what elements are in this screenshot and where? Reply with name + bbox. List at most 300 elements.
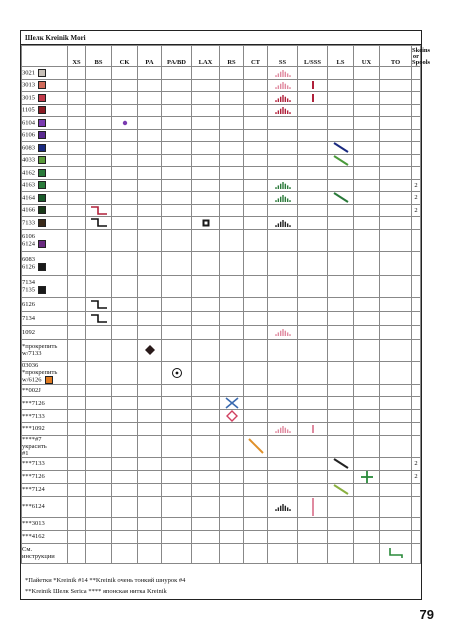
stitch-cell bbox=[220, 530, 244, 543]
stitch-cell bbox=[138, 192, 162, 205]
stitch-cell bbox=[112, 217, 138, 230]
stitch-cell bbox=[298, 384, 328, 397]
stitch-cell bbox=[192, 361, 220, 384]
stitch-cell bbox=[220, 410, 244, 423]
stitch-cell bbox=[380, 167, 412, 180]
stitch-cell bbox=[298, 435, 328, 457]
stitch-cell bbox=[328, 204, 354, 217]
stitch-cell bbox=[138, 457, 162, 470]
stitch-cell bbox=[192, 325, 220, 339]
stitch-cell bbox=[380, 530, 412, 543]
thread-row bbox=[22, 311, 421, 325]
stitch-cell bbox=[192, 92, 220, 105]
stitch-cell bbox=[354, 325, 380, 339]
thread-code-label: **002J bbox=[22, 386, 41, 394]
thread-code-label: ***7133 bbox=[22, 412, 45, 420]
stitch-cell bbox=[138, 79, 162, 92]
thread-row bbox=[22, 92, 421, 105]
color-swatch bbox=[38, 194, 46, 202]
stitch-cell bbox=[220, 167, 244, 180]
stitch-cell bbox=[298, 192, 328, 205]
stitch-cell bbox=[354, 142, 380, 155]
stitch-cell bbox=[298, 275, 328, 297]
stitch-cell bbox=[268, 496, 298, 517]
stitch-cell bbox=[162, 311, 192, 325]
thread-code bbox=[22, 142, 68, 155]
stitch-cell bbox=[244, 104, 268, 117]
stitch-cell bbox=[244, 470, 268, 483]
thread-code bbox=[22, 67, 68, 80]
stitch-cell bbox=[298, 179, 328, 192]
stitch-cell bbox=[86, 423, 112, 436]
stitch-cell bbox=[192, 397, 220, 410]
stitch-cell bbox=[380, 251, 412, 275]
stitch-cell bbox=[328, 229, 354, 251]
stitch-cell bbox=[244, 129, 268, 142]
skeins-count: 2 bbox=[412, 179, 421, 192]
bead-dot-icon bbox=[120, 118, 130, 128]
thread-row bbox=[22, 154, 421, 167]
skeins-count bbox=[412, 92, 421, 105]
stitch-cell bbox=[298, 229, 328, 251]
stitch-cell bbox=[162, 167, 192, 180]
satin-stitch-icon bbox=[274, 68, 292, 78]
thread-row bbox=[22, 117, 421, 130]
stitch-cell bbox=[380, 517, 412, 530]
stitch-cell bbox=[112, 311, 138, 325]
stitch-cell bbox=[380, 457, 412, 470]
stitch-cell bbox=[268, 229, 298, 251]
stitch-cell bbox=[192, 117, 220, 130]
stitch-cell bbox=[380, 154, 412, 167]
stitch-cell bbox=[68, 104, 86, 117]
stitch-cell bbox=[162, 229, 192, 251]
stitch-cell bbox=[68, 179, 86, 192]
stitch-cell bbox=[162, 361, 192, 384]
stitch-cell bbox=[138, 384, 162, 397]
stitch-cell bbox=[244, 339, 268, 361]
column-header-xs: XS bbox=[68, 46, 86, 67]
stitch-cell bbox=[192, 470, 220, 483]
stitch-cell bbox=[162, 251, 192, 275]
stitch-cell bbox=[380, 384, 412, 397]
thread-code-label: ***7126 bbox=[22, 473, 45, 480]
footnote-1: *Пайетки *Kreinik #14 **Kreinik очень тонкий шнурок #4 bbox=[25, 577, 186, 584]
stitch-cell bbox=[112, 67, 138, 80]
stitch-cell bbox=[354, 423, 380, 436]
skeins-count bbox=[412, 361, 421, 384]
backstitch-icon bbox=[90, 205, 108, 216]
straight-stitch-icon bbox=[310, 80, 316, 90]
thread-code bbox=[22, 192, 68, 205]
stitch-cell bbox=[138, 229, 162, 251]
thread-code bbox=[22, 297, 68, 311]
stitch-cell bbox=[328, 410, 354, 423]
stitch-cell bbox=[380, 229, 412, 251]
stitch-cell bbox=[268, 361, 298, 384]
stitch-cell bbox=[244, 311, 268, 325]
stitch-cell bbox=[112, 104, 138, 117]
stitch-cell bbox=[298, 154, 328, 167]
stitch-cell bbox=[86, 251, 112, 275]
stitch-cell bbox=[328, 325, 354, 339]
stitch-cell bbox=[162, 435, 192, 457]
stitch-cell bbox=[298, 423, 328, 436]
stitch-cell bbox=[380, 117, 412, 130]
stitch-cell bbox=[354, 483, 380, 496]
thread-code-label: 6083 6126 bbox=[22, 255, 35, 270]
stitch-cell bbox=[138, 435, 162, 457]
stitch-cell bbox=[268, 384, 298, 397]
stitch-cell bbox=[268, 397, 298, 410]
stitch-cell bbox=[162, 92, 192, 105]
stitch-cell bbox=[244, 142, 268, 155]
stitch-cell bbox=[380, 179, 412, 192]
stitch-cell bbox=[138, 204, 162, 217]
column-header-rs: RS bbox=[220, 46, 244, 67]
color-swatch bbox=[38, 106, 46, 114]
stitch-cell bbox=[380, 67, 412, 80]
stitch-cell bbox=[86, 470, 112, 483]
stitch-cell bbox=[354, 543, 380, 563]
stitch-cell bbox=[220, 179, 244, 192]
stitch-cell bbox=[138, 104, 162, 117]
thread-row bbox=[22, 297, 421, 311]
stitch-cell bbox=[380, 142, 412, 155]
skeins-header: Skeins or Spools bbox=[412, 47, 431, 66]
thread-code-label: 4163 bbox=[22, 181, 35, 189]
thread-row bbox=[22, 457, 421, 470]
stitch-cell bbox=[244, 204, 268, 217]
color-swatch bbox=[38, 69, 46, 77]
stitch-cell bbox=[268, 179, 298, 192]
stitch-cell bbox=[68, 457, 86, 470]
stitch-cell bbox=[86, 167, 112, 180]
stitch-cell bbox=[298, 217, 328, 230]
stitch-cell bbox=[86, 217, 112, 230]
stitch-cell bbox=[328, 543, 354, 563]
stitch-cell bbox=[244, 361, 268, 384]
color-swatch bbox=[38, 81, 46, 89]
stitch-cell bbox=[112, 251, 138, 275]
color-swatch bbox=[38, 219, 46, 227]
stitch-cell bbox=[86, 129, 112, 142]
thread-code bbox=[22, 325, 68, 339]
stitch-cell bbox=[86, 92, 112, 105]
stitch-cell bbox=[298, 204, 328, 217]
backstitch-icon bbox=[90, 217, 108, 228]
stitch-cell bbox=[268, 435, 298, 457]
stitch-cell bbox=[86, 67, 112, 80]
stitch-cell bbox=[138, 517, 162, 530]
stitch-cell bbox=[298, 142, 328, 155]
long-stitch-icon bbox=[332, 458, 350, 469]
long-stitch-icon bbox=[332, 192, 350, 203]
stitch-cell bbox=[192, 154, 220, 167]
stitch-cell bbox=[162, 325, 192, 339]
stitch-cell bbox=[244, 67, 268, 80]
stitch-cell bbox=[268, 325, 298, 339]
stitch-cell bbox=[192, 496, 220, 517]
stitch-cell bbox=[68, 496, 86, 517]
skeins-count bbox=[412, 339, 421, 361]
stitch-cell bbox=[192, 410, 220, 423]
stitch-cell bbox=[86, 543, 112, 563]
stitch-cell bbox=[220, 517, 244, 530]
thread-code bbox=[22, 167, 68, 180]
chart-title: Шелк Kreinik Mori bbox=[21, 31, 421, 45]
stitch-cell bbox=[298, 457, 328, 470]
stitch-cell bbox=[354, 275, 380, 297]
thread-code-label: 7134 7135 bbox=[22, 278, 35, 293]
skeins-count bbox=[412, 104, 421, 117]
stitch-cell bbox=[112, 423, 138, 436]
thread-row bbox=[22, 179, 421, 192]
stitch-cell bbox=[220, 229, 244, 251]
column-header-ls: LS bbox=[328, 46, 354, 67]
stitch-cell bbox=[244, 154, 268, 167]
stitch-cell bbox=[86, 435, 112, 457]
stitch-cell bbox=[244, 457, 268, 470]
stitch-cell bbox=[68, 217, 86, 230]
thread-code-label: 6104 bbox=[22, 119, 35, 127]
skeins-count bbox=[412, 397, 421, 410]
stitch-cell bbox=[138, 217, 162, 230]
stitch-cell bbox=[138, 423, 162, 436]
stitch-cell bbox=[244, 423, 268, 436]
stitch-cell bbox=[380, 311, 412, 325]
stitch-cell bbox=[298, 339, 328, 361]
stitch-cell bbox=[112, 397, 138, 410]
stitch-cell bbox=[86, 204, 112, 217]
stitch-cell bbox=[68, 361, 86, 384]
stitch-cell bbox=[162, 517, 192, 530]
stitch-cell bbox=[354, 117, 380, 130]
skeins-count bbox=[412, 275, 421, 297]
stitch-cell bbox=[244, 297, 268, 311]
thread-code-label: ***6124 bbox=[22, 503, 45, 510]
stitch-cell bbox=[328, 311, 354, 325]
skeins-count bbox=[412, 483, 421, 496]
stitch-cell bbox=[138, 129, 162, 142]
stitch-cell bbox=[68, 397, 86, 410]
stitch-cell bbox=[86, 457, 112, 470]
thread-code bbox=[22, 104, 68, 117]
stitch-cell bbox=[138, 92, 162, 105]
stitch-cell bbox=[298, 530, 328, 543]
diamond-icon bbox=[145, 345, 155, 355]
stitch-cell bbox=[268, 410, 298, 423]
stitch-cell bbox=[86, 410, 112, 423]
thread-row bbox=[22, 275, 421, 297]
skeins-count bbox=[412, 543, 421, 563]
stitch-cell bbox=[380, 192, 412, 205]
stitch-cell bbox=[112, 167, 138, 180]
stitch-cell bbox=[268, 142, 298, 155]
thread-code-label: 3021 bbox=[22, 69, 35, 77]
thread-code-label: 4033 bbox=[22, 156, 35, 164]
stitch-cell bbox=[354, 92, 380, 105]
stitch-cell bbox=[112, 79, 138, 92]
thread-code-label: ***7133 bbox=[22, 460, 45, 467]
stitch-cell bbox=[298, 104, 328, 117]
stitch-cell bbox=[380, 397, 412, 410]
stitch-cell bbox=[298, 325, 328, 339]
thread-code bbox=[22, 92, 68, 105]
skeins-count: 2 bbox=[412, 457, 421, 470]
stitch-cell bbox=[354, 410, 380, 423]
stitch-cell bbox=[192, 457, 220, 470]
thread-code-label: 03036 *прокрепить w/6126 bbox=[22, 361, 58, 383]
stitch-cell bbox=[328, 435, 354, 457]
thread-code-label: ***3013 bbox=[22, 520, 45, 527]
stitch-cell bbox=[162, 339, 192, 361]
stitch-cell bbox=[354, 154, 380, 167]
thread-code-label: 7134 bbox=[22, 314, 35, 322]
thread-code-label: ***7124 bbox=[22, 486, 45, 493]
stitch-cell bbox=[220, 192, 244, 205]
stitch-cell bbox=[220, 435, 244, 457]
thread-code bbox=[22, 179, 68, 192]
stitch-cell bbox=[244, 397, 268, 410]
stitch-cell bbox=[112, 435, 138, 457]
stitch-cell bbox=[220, 423, 244, 436]
skeins-count bbox=[412, 297, 421, 311]
stitch-cell bbox=[268, 339, 298, 361]
thread-row bbox=[22, 339, 421, 361]
stitch-cell bbox=[162, 275, 192, 297]
stitch-cell bbox=[328, 275, 354, 297]
color-swatch bbox=[38, 144, 46, 152]
thread-code bbox=[22, 361, 68, 384]
stitch-cell bbox=[244, 79, 268, 92]
stitch-cell bbox=[328, 530, 354, 543]
stitch-cell bbox=[354, 297, 380, 311]
stitch-cell bbox=[328, 470, 354, 483]
thread-code-label: 7133 bbox=[22, 219, 35, 227]
stitch-cell bbox=[220, 104, 244, 117]
stitch-cell bbox=[162, 423, 192, 436]
stitch-cell bbox=[138, 530, 162, 543]
color-swatch bbox=[38, 131, 46, 139]
thread-code-label: 6106 bbox=[22, 131, 35, 139]
skeins-count bbox=[412, 410, 421, 423]
stitch-cell bbox=[328, 423, 354, 436]
column-header-ss: SS bbox=[268, 46, 298, 67]
stitch-cell bbox=[298, 483, 328, 496]
backstitch-icon bbox=[90, 299, 108, 310]
thread-code bbox=[22, 423, 68, 436]
thread-code bbox=[22, 275, 68, 297]
skeins-count: 2 bbox=[412, 470, 421, 483]
stitch-cell bbox=[68, 204, 86, 217]
straight-stitch-icon bbox=[310, 93, 316, 103]
stitch-cell bbox=[220, 154, 244, 167]
stitch-cell bbox=[162, 129, 192, 142]
stitch-cell bbox=[192, 384, 220, 397]
thread-row bbox=[22, 142, 421, 155]
thread-code bbox=[22, 204, 68, 217]
long-stitch-icon bbox=[332, 142, 350, 153]
stitch-cell bbox=[380, 129, 412, 142]
stitch-cell bbox=[112, 117, 138, 130]
thread-code-label: 6083 bbox=[22, 144, 35, 152]
stitch-cell bbox=[244, 384, 268, 397]
stitch-cell bbox=[380, 543, 412, 563]
stitch-cell bbox=[86, 192, 112, 205]
stitch-cell bbox=[86, 104, 112, 117]
stitch-cell bbox=[138, 339, 162, 361]
thread-code bbox=[22, 154, 68, 167]
stitch-cell bbox=[220, 397, 244, 410]
stitch-cell bbox=[298, 470, 328, 483]
thread-row bbox=[22, 361, 421, 384]
thread-code bbox=[22, 530, 68, 543]
stitch-cell bbox=[138, 483, 162, 496]
stitch-cell bbox=[244, 229, 268, 251]
stitch-cell bbox=[328, 339, 354, 361]
thread-code bbox=[22, 217, 68, 230]
stitch-cell bbox=[328, 179, 354, 192]
stitch-cell bbox=[192, 217, 220, 230]
stitch-cell bbox=[68, 117, 86, 130]
stitch-cell bbox=[354, 129, 380, 142]
thread-row bbox=[22, 104, 421, 117]
stitch-cell bbox=[298, 92, 328, 105]
stitch-cell bbox=[68, 67, 86, 80]
stitch-cell bbox=[112, 325, 138, 339]
stitch-cell bbox=[162, 530, 192, 543]
stitch-cell bbox=[354, 384, 380, 397]
long-stitch-icon bbox=[332, 155, 350, 166]
column-header-pabd: PA/BD bbox=[162, 46, 192, 67]
stitch-cell bbox=[380, 217, 412, 230]
satin-stitch-icon bbox=[274, 424, 292, 434]
plus-stitch-icon bbox=[360, 471, 374, 483]
stitch-cell bbox=[220, 384, 244, 397]
stitch-cell bbox=[86, 325, 112, 339]
color-swatch bbox=[38, 181, 46, 189]
square-bead-icon bbox=[202, 219, 210, 227]
stitch-cell bbox=[192, 311, 220, 325]
stitch-cell bbox=[380, 92, 412, 105]
stitch-cell bbox=[112, 530, 138, 543]
stitch-cell bbox=[268, 423, 298, 436]
stitch-cell bbox=[268, 530, 298, 543]
thread-row bbox=[22, 67, 421, 80]
stitch-cell bbox=[268, 275, 298, 297]
column-header-pa: PA bbox=[138, 46, 162, 67]
stitch-cell bbox=[268, 457, 298, 470]
stitch-cell bbox=[328, 154, 354, 167]
stitch-cell bbox=[112, 457, 138, 470]
stitch-cell bbox=[112, 92, 138, 105]
stitch-cell bbox=[192, 142, 220, 155]
stitch-cell bbox=[68, 92, 86, 105]
stitch-cell bbox=[268, 192, 298, 205]
stitch-cell bbox=[68, 483, 86, 496]
satin-stitch-icon bbox=[274, 193, 292, 203]
stitch-cell bbox=[298, 297, 328, 311]
stitch-cell bbox=[328, 92, 354, 105]
stitch-cell bbox=[68, 530, 86, 543]
stitch-cell bbox=[328, 217, 354, 230]
stitch-cell bbox=[354, 192, 380, 205]
thread-code bbox=[22, 79, 68, 92]
stitch-cell bbox=[68, 435, 86, 457]
skeins-count bbox=[412, 79, 421, 92]
stitch-cell bbox=[328, 457, 354, 470]
